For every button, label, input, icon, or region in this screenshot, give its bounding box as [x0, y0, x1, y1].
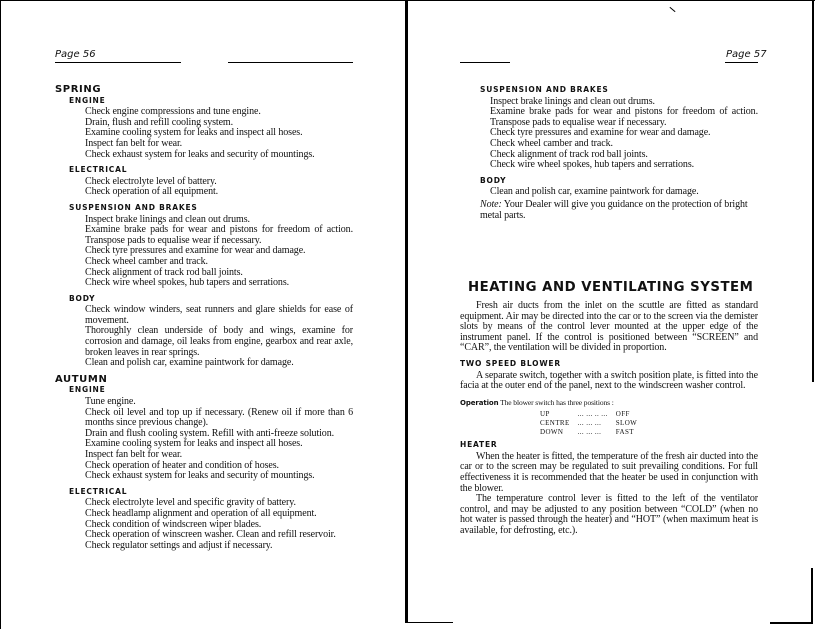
group-heading: SUSPENSION AND BRAKES — [480, 85, 609, 94]
list-item: Clean and polish car, examine paintwork for damage. — [490, 186, 699, 198]
list-item: Check tyre pressures and examine for wear and damage. — [490, 127, 711, 139]
group-heading: ENGINE — [69, 95, 106, 105]
season-spring — [55, 85, 353, 369]
leader-dots: ... ... .. ... — [577, 410, 608, 419]
header-rule-left-c — [228, 62, 353, 63]
blower-paragraph: A separate switch, together with a switch position plate, is fitted into the facia at the outer end of the panel, next to the windscreen washer control. — [460, 369, 758, 392]
operation-text: The blower switch has three positions : — [500, 397, 614, 407]
group-heading: ELECTRICAL — [69, 486, 128, 496]
group-heading: SUSPENSION AND BRAKES — [69, 202, 198, 212]
page-number-right: Page 57 — [726, 49, 767, 60]
table-row — [540, 428, 645, 437]
group-heading: BODY — [69, 293, 96, 303]
list-item: Tune engine. — [85, 396, 136, 408]
header-rule-left-b — [163, 62, 181, 63]
blower-setting: SLOW — [615, 418, 638, 427]
list-item: Check regulator settings and adjust if necessary. — [85, 539, 273, 551]
list-item: Thoroughly clean underside of body and wings, examine for corrosion and damage, oil leaks from engine, gearbox and rear axle, broken leaves in rear springs. — [85, 325, 353, 358]
list-item: Check alignment of track rod ball joints. — [490, 148, 648, 160]
group-body — [480, 176, 758, 198]
scan-border-right — [812, 0, 814, 382]
scan-border-bottom — [770, 622, 813, 624]
header-rule-right-a — [460, 62, 510, 63]
group-heading: ELECTRICAL — [69, 165, 128, 175]
left-page-body — [55, 85, 353, 556]
note-label: Note: — [480, 198, 502, 210]
switch-position: UP — [540, 410, 550, 419]
list-item: Check condition of windscreen wiper blades. — [85, 518, 262, 530]
gutter-foot-line — [405, 622, 453, 623]
right-page-body — [480, 85, 758, 221]
switch-position: CENTRE — [540, 418, 570, 427]
switch-position: DOWN — [540, 427, 564, 436]
list-item: Examine cooling system for leaks and inspect all hoses. — [85, 127, 303, 139]
list-item: Check engine compressions and tune engine. — [85, 106, 261, 118]
list-item: Examine brake pads for wear and pistons for freedom of action. Transpose pads to equalise wear if necessary. — [490, 106, 758, 128]
list-item: Examine brake pads for wear and pistons for freedom of action. Transpose pads to equalise wear if necessary. — [85, 224, 353, 246]
list-item: Check electrolyte level of battery. — [85, 175, 217, 187]
group-suspension-brakes — [69, 203, 353, 289]
blower-setting: FAST — [615, 427, 634, 436]
group-body — [69, 294, 353, 369]
header-rule-left-a — [55, 62, 163, 63]
heating-section-title: HEATING AND VENTILATING SYSTEM — [468, 280, 754, 295]
list-item: Clean and polish car, examine paintwork for damage. — [85, 357, 294, 369]
group-heading: ENGINE — [69, 385, 106, 395]
heater-paragraph-1: When the heater is fitted, the temperature of the fresh air ducted into the car or to the screen may be regulated to suit prevailing conditions. For full effectiveness it is recommended that the heater be used in conjunction with the blower. — [460, 450, 758, 494]
operation-label: Operation — [460, 398, 499, 407]
book-gutter — [405, 0, 408, 623]
list-item: Check exhaust system for leaks and security of mountings. — [85, 148, 315, 160]
heater-heading: HEATER — [460, 440, 498, 450]
scan-border-right-lower — [811, 568, 813, 624]
list-item: Check exhaust system for leaks and security of mountings. — [85, 470, 315, 482]
note-text: Your Dealer will give you guidance on the protection of bright metal parts. — [480, 198, 748, 221]
list-item: Check headlamp alignment and operation of all equipment. — [85, 507, 317, 519]
heater-paragraph-2: The temperature control lever is fitted to the left of the ventilator control, and may be adjusted to any position between “COLD” (when no hot water is passed through the heater) and “HOT” (when maximum heat is available, for defrosting, etc.). — [460, 493, 758, 536]
list-item: Check operation of all equipment. — [85, 186, 219, 198]
scan-speck — [669, 7, 675, 12]
ventilation-paragraph: Fresh air ducts from the inlet on the scuttle are fitted as standard equipment. Air may be directed into the car or to the screen via the demister slots by means of the control lever mounted at the upper edge of the instrument panel. If the control is positioned between “SCREEN” and “CAR”, the ventilation will be divided in proportion. — [460, 300, 758, 354]
operation-line — [460, 398, 758, 409]
list-item: Check operation of winscreen washer. Clean and refill reservoir. — [85, 529, 336, 541]
season-heading: SPRING — [55, 84, 102, 95]
group-engine — [69, 96, 353, 161]
group-engine — [69, 385, 353, 481]
list-item: Check wheel camber and track. — [85, 255, 208, 267]
blower-heading: TWO SPEED BLOWER — [460, 358, 561, 368]
list-item: Inspect fan belt for wear. — [85, 449, 183, 460]
dealer-note — [480, 200, 758, 221]
blower-positions-table — [540, 410, 645, 436]
list-item: Drain, flush and refill cooling system. — [85, 116, 234, 128]
list-item: Drain and flush cooling system. Refill with anti-freeze solution. — [85, 427, 334, 439]
group-suspension-brakes — [480, 85, 758, 171]
list-item: Inspect brake linings and clean out drums. — [490, 95, 655, 107]
list-item: Check operation of heater and condition of hoses. — [85, 459, 279, 471]
list-item: Check wire wheel spokes, hub tapers and serrations. — [490, 159, 695, 171]
header-rule-right-b — [725, 62, 758, 63]
list-item: Inspect brake linings and clean out drums. — [85, 213, 250, 225]
list-item: Check window winders, seat runners and glare shields for ease of movement. — [85, 304, 353, 326]
group-electrical — [69, 487, 353, 552]
page-number-left: Page 56 — [55, 49, 96, 60]
list-item: Check alignment of track rod ball joints. — [85, 266, 243, 278]
list-item: Check wheel camber and track. — [490, 137, 613, 149]
table-row — [540, 419, 645, 428]
list-item: Check oil level and top up if necessary. (Renew oil if more than 6 months since previous change). — [85, 406, 353, 429]
leader-dots: ... ... ... — [577, 427, 602, 436]
season-heading: AUTUMN — [55, 373, 108, 385]
list-item: Inspect fan belt for wear. — [85, 137, 183, 149]
group-heading: BODY — [480, 175, 507, 185]
table-row — [540, 410, 645, 419]
list-item: Check electrolyte level and specific gravity of battery. — [85, 497, 296, 509]
list-item: Examine cooling system for leaks and inspect all hoses. — [85, 438, 303, 450]
leader-dots: ... ... ... — [577, 418, 602, 427]
list-item: Check tyre pressures and examine for wear and damage. — [85, 245, 306, 257]
heating-section-body — [460, 301, 758, 536]
group-electrical — [69, 165, 353, 198]
scan-border-left — [0, 0, 1, 629]
list-item: Check wire wheel spokes, hub tapers and serrations. — [85, 277, 290, 289]
blower-setting: OFF — [615, 410, 630, 419]
season-autumn — [55, 375, 353, 552]
